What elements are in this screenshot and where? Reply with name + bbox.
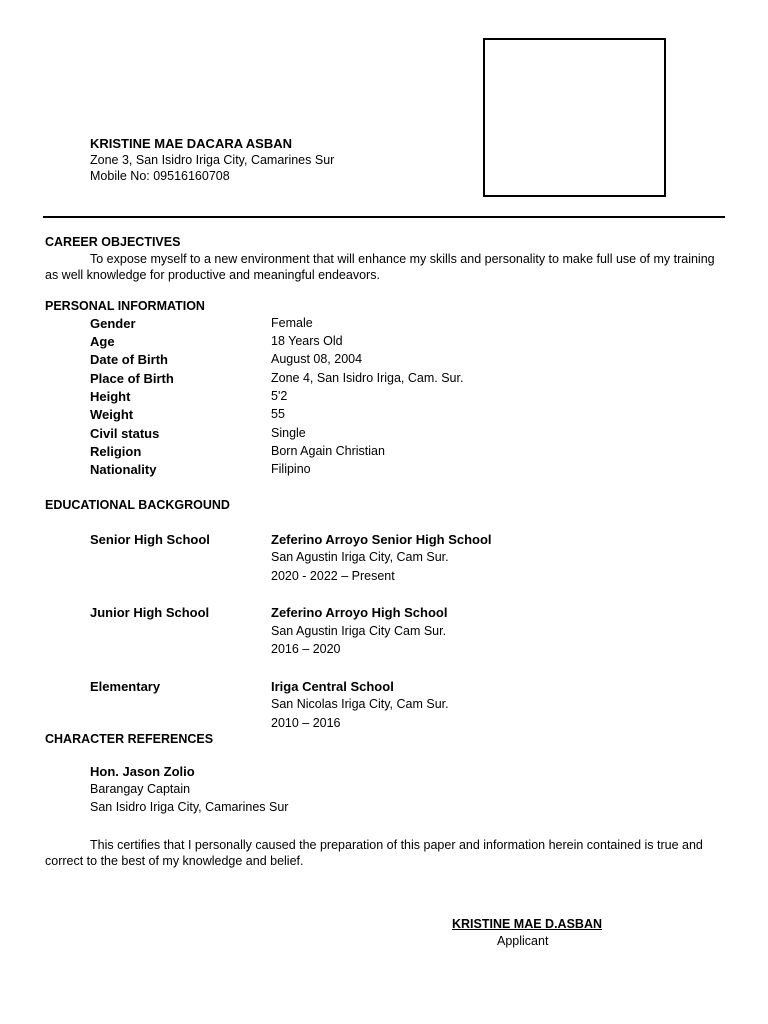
career-objectives-heading: CAREER OBJECTIVES [45, 235, 181, 249]
personal-label-dob: Date of Birth [90, 352, 168, 367]
personal-value-pob: Zone 4, San Isidro Iriga, Cam. Sur. [271, 371, 464, 385]
personal-label-height: Height [90, 389, 131, 404]
personal-label-nationality: Nationality [90, 462, 157, 477]
header-divider [43, 216, 725, 218]
education-address-junior: San Agustin Iriga City Cam Sur. [271, 624, 447, 638]
education-heading: EDUCATIONAL BACKGROUND [45, 498, 230, 512]
personal-label-age: Age [90, 334, 115, 349]
education-years-junior: 2016 – 2020 [271, 642, 341, 656]
education-level-junior: Junior High School [90, 605, 210, 620]
education-level-elementary: Elementary [90, 679, 161, 694]
personal-label-pob: Place of Birth [90, 371, 174, 386]
signature-role: Applicant [497, 934, 549, 948]
personal-value-dob: August 08, 2004 [271, 352, 363, 366]
personal-value-civil-status: Single [271, 426, 306, 440]
education-level-senior: Senior High School [90, 532, 210, 547]
reference-name: Hon. Jason Zolio [90, 764, 195, 779]
personal-value-nationality: Filipino [271, 462, 311, 476]
reference-address: San Isidro Iriga City, Camarines Sur [90, 800, 289, 814]
applicant-address: Zone 3, San Isidro Iriga City, Camarines Sur [90, 153, 335, 167]
personal-value-religion: Born Again Christian [271, 444, 385, 458]
personal-value-gender: Female [271, 316, 313, 330]
education-years-senior: 2020 - 2022 – Present [271, 569, 395, 583]
education-school-senior: Zeferino Arroyo Senior High School [271, 532, 492, 547]
education-school-elementary: Iriga Central School [271, 679, 394, 694]
photo-placeholder [483, 38, 666, 197]
personal-label-civil-status: Civil status [90, 426, 160, 441]
education-years-elementary: 2010 – 2016 [271, 716, 341, 730]
certification-text: This certifies that I personally caused the preparation of this paper and information herein contained is true and correct to the best of my knowledge and belief. [45, 838, 703, 868]
signature-name: KRISTINE MAE D.ASBAN [452, 917, 603, 931]
education-address-elementary: San Nicolas Iriga City, Cam Sur. [271, 697, 449, 711]
personal-label-religion: Religion [90, 444, 142, 459]
personal-info-heading: PERSONAL INFORMATION [45, 299, 205, 313]
personal-label-gender: Gender [90, 316, 136, 331]
references-heading: CHARACTER REFERENCES [45, 732, 214, 746]
personal-value-height: 5'2 [271, 389, 288, 403]
personal-value-weight: 55 [271, 407, 285, 421]
personal-value-age: 18 Years Old [271, 334, 343, 348]
career-objectives-text: To expose myself to a new environment that will enhance my skills and personality to make full use of my training as well knowledge for productive and meaningful endeavors. [45, 252, 715, 282]
education-address-senior: San Agustin Iriga City, Cam Sur. [271, 550, 449, 564]
education-school-junior: Zeferino Arroyo High School [271, 605, 448, 620]
personal-label-weight: Weight [90, 407, 134, 422]
applicant-name: KRISTINE MAE DACARA ASBAN [90, 136, 292, 151]
reference-position: Barangay Captain [90, 782, 191, 796]
applicant-mobile: Mobile No: 09516160708 [90, 169, 230, 183]
